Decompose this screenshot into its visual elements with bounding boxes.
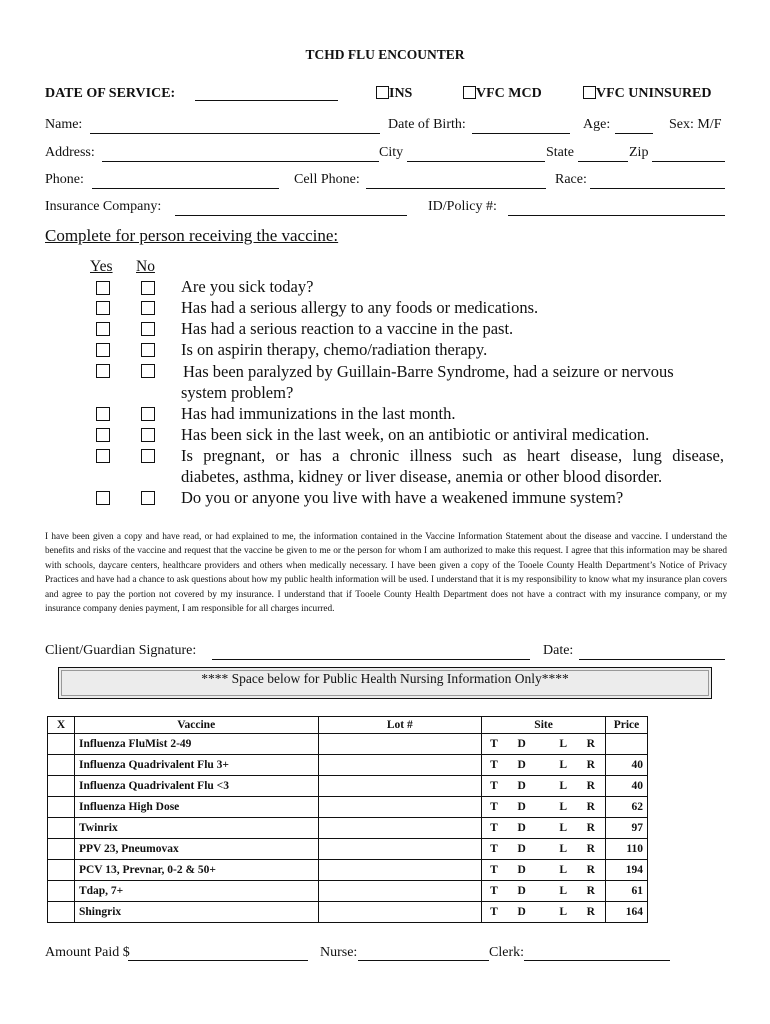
dob-field[interactable]	[472, 133, 570, 134]
city-label: City	[379, 145, 404, 160]
question-text: Has had a serious allergy to any foods or medications.	[181, 298, 539, 317]
q9-no-checkbox[interactable]	[141, 491, 155, 505]
vaccine-name-cell: Twinrix	[74, 818, 318, 839]
site-option[interactable]: T	[490, 780, 498, 792]
x-check-cell[interactable]	[48, 902, 75, 923]
price-cell: 40	[605, 755, 647, 776]
site-cell	[482, 881, 606, 902]
price-cell: 61	[605, 881, 647, 902]
q9-yes-checkbox[interactable]	[96, 491, 110, 505]
table-row	[48, 902, 648, 923]
site-option[interactable]: R	[586, 738, 595, 750]
lot-number-cell[interactable]	[318, 755, 482, 776]
no-header: No	[136, 258, 155, 275]
col-header-site: Site	[482, 717, 606, 734]
name-label: Name:	[45, 117, 83, 132]
col-header-vaccine: Vaccine	[74, 717, 318, 734]
state-label: State	[546, 145, 574, 160]
site-option[interactable]: L	[559, 759, 568, 771]
vaccine-name-cell: Shingrix	[74, 902, 318, 923]
sex-label: Sex: M/F	[669, 117, 722, 132]
site-option[interactable]: R	[586, 822, 595, 834]
col-header-lot: Lot #	[318, 717, 482, 734]
vfc-mcd-label: VFC MCD	[476, 86, 542, 101]
site-cell	[482, 860, 606, 881]
site-option[interactable]: D	[517, 780, 526, 792]
date-of-service-field[interactable]	[195, 100, 338, 101]
site-option[interactable]: L	[559, 780, 568, 792]
site-option[interactable]: T	[490, 738, 498, 750]
price-cell: 40	[605, 776, 647, 797]
policy-label: ID/Policy #:	[428, 199, 497, 214]
amount-paid-field[interactable]	[128, 960, 308, 961]
site-option[interactable]: D	[517, 822, 526, 834]
q8-yes-checkbox[interactable]	[96, 449, 110, 463]
site-options	[486, 738, 601, 750]
banner-text: **** Space below for Public Health Nursing Information Only****	[201, 671, 569, 686]
vaccine-table-body	[48, 734, 648, 923]
site-options	[486, 843, 601, 855]
table-row	[48, 881, 648, 902]
vaccine-name-cell: Influenza Quadrivalent Flu <3	[74, 776, 318, 797]
address-field[interactable]	[102, 161, 379, 162]
x-check-cell[interactable]	[48, 797, 75, 818]
dob-label: Date of Birth:	[388, 117, 466, 132]
consent-statement: I have been given a copy and have read, or had explained to me, the information contained in the Vaccine Information Statement about the disease and vaccine. I understand the benefits and risks of the vaccine and request that the vaccine be given to me or the person for whom I am authorized to make this request. I agree that this information may be shared with schools, daycare centers, healthcare providers and others when medically necessary. I have been given a copy of the Tooele County Health Department’s Notice of Privacy Practices and have had a chance to ask questions about how my public health information will be used. I understand that it is my responsibility to know what my insurance plan covers and agree to pay the portion not covered by my insurance. I understand that if Tooele County Health Department does not have a contract with my insurance company, or my insurance company denies payment, I am responsible for all charges incurred.	[45, 532, 727, 615]
vaccine-name-cell: Influenza FluMist 2-49	[74, 734, 318, 755]
lot-number-cell[interactable]	[318, 902, 482, 923]
option-vfc-uninsured[interactable]	[583, 86, 712, 102]
q1-no-checkbox[interactable]	[141, 281, 155, 295]
vaccine-name-cell: Tdap, 7+	[74, 881, 318, 902]
site-option[interactable]: T	[490, 759, 498, 771]
date-of-service-text: DATE OF SERVICE:	[45, 86, 176, 101]
lot-number-cell[interactable]	[318, 839, 482, 860]
signature-date-label: Date:	[543, 643, 574, 658]
x-check-cell[interactable]	[48, 818, 75, 839]
question-text: Is pregnant, or has a chronic illness such as heart disease, lung disease,	[181, 446, 724, 465]
lot-number-cell[interactable]	[318, 734, 482, 755]
site-option[interactable]: D	[517, 843, 526, 855]
table-row	[48, 860, 648, 881]
site-option[interactable]: D	[517, 801, 526, 813]
vfc-uninsured-checkbox[interactable]	[583, 86, 596, 99]
price-cell: 110	[605, 839, 647, 860]
q6-no-checkbox[interactable]	[141, 407, 155, 421]
client-signature-label: Client/Guardian Signature:	[45, 643, 197, 658]
age-field[interactable]	[615, 133, 653, 134]
date-of-service-label	[45, 86, 175, 102]
site-cell	[482, 734, 606, 755]
q5-yes-checkbox[interactable]	[96, 364, 110, 378]
site-option[interactable]: R	[586, 885, 595, 897]
site-options	[486, 864, 601, 876]
site-options	[486, 906, 601, 918]
col-header-x: X	[48, 717, 75, 734]
site-option[interactable]: D	[517, 864, 526, 876]
client-signature-field[interactable]	[212, 659, 530, 660]
site-option[interactable]: D	[517, 906, 526, 918]
lot-number-cell[interactable]	[318, 776, 482, 797]
site-option[interactable]: L	[559, 906, 568, 918]
site-option[interactable]: D	[517, 885, 526, 897]
age-label: Age:	[583, 117, 611, 132]
table-row	[48, 734, 648, 755]
lot-number-cell[interactable]	[318, 860, 482, 881]
col-header-price: Price	[605, 717, 647, 734]
q7-yes-checkbox[interactable]	[96, 428, 110, 442]
site-cell	[482, 818, 606, 839]
vaccine-name-cell: PPV 23, Pneumovax	[74, 839, 318, 860]
option-vfc-mcd[interactable]	[463, 86, 542, 102]
price-cell: 164	[605, 902, 647, 923]
table-row	[48, 797, 648, 818]
zip-label: Zip	[629, 145, 649, 160]
ins-checkbox[interactable]	[376, 86, 389, 99]
site-option[interactable]: R	[586, 759, 595, 771]
price-cell: 194	[605, 860, 647, 881]
site-option[interactable]: R	[586, 801, 595, 813]
table-row	[48, 839, 648, 860]
site-option[interactable]: L	[559, 738, 568, 750]
policy-field[interactable]	[508, 215, 725, 216]
zip-field[interactable]	[652, 161, 725, 162]
vaccine-recipient-heading: Complete for person receiving the vaccine:	[45, 226, 339, 245]
price-cell: 62	[605, 797, 647, 818]
lot-number-cell[interactable]	[318, 797, 482, 818]
q2-yes-checkbox[interactable]	[96, 301, 110, 315]
site-option[interactable]: T	[490, 885, 498, 897]
table-row	[48, 818, 648, 839]
clerk-label: Clerk:	[489, 945, 524, 960]
question-text: diabetes, asthma, kidney or liver disease, anemia or other blood disorder.	[181, 467, 663, 486]
question-text: Is on aspirin therapy, chemo/radiation therapy.	[181, 340, 488, 359]
site-cell	[482, 755, 606, 776]
site-option[interactable]: T	[490, 864, 498, 876]
price-cell: 97	[605, 818, 647, 839]
site-cell	[482, 902, 606, 923]
site-options	[486, 801, 601, 813]
vaccine-name-cell: PCV 13, Prevnar, 0-2 & 50+	[74, 860, 318, 881]
name-field[interactable]	[90, 133, 380, 134]
insurance-label: Insurance Company:	[45, 199, 162, 214]
vfc-uninsured-label: VFC UNINSURED	[596, 86, 712, 101]
site-cell	[482, 839, 606, 860]
clerk-field[interactable]	[524, 960, 670, 961]
site-option[interactable]: T	[490, 822, 498, 834]
site-cell	[482, 776, 606, 797]
x-check-cell[interactable]	[48, 776, 75, 797]
vaccine-name-cell: Influenza Quadrivalent Flu 3+	[74, 755, 318, 776]
q8-no-checkbox[interactable]	[141, 449, 155, 463]
q4-no-checkbox[interactable]	[141, 343, 155, 357]
yes-header: Yes	[90, 258, 113, 275]
site-option[interactable]: L	[559, 843, 568, 855]
nursing-info-banner	[58, 667, 712, 699]
q7-no-checkbox[interactable]	[141, 428, 155, 442]
address-label: Address:	[45, 145, 95, 160]
nurse-field[interactable]	[358, 960, 489, 961]
table-row	[48, 755, 648, 776]
site-option[interactable]: D	[517, 738, 526, 750]
site-option[interactable]: R	[586, 780, 595, 792]
race-field[interactable]	[590, 188, 725, 189]
q2-no-checkbox[interactable]	[141, 301, 155, 315]
lot-number-cell[interactable]	[318, 881, 482, 902]
question-text: Has been sick in the last week, on an antibiotic or antiviral medication.	[181, 425, 650, 444]
state-field[interactable]	[578, 161, 628, 162]
phone-field[interactable]	[92, 188, 279, 189]
site-option[interactable]: R	[586, 864, 595, 876]
question-text: Has been paralyzed by Guillain-Barre Syndrome, had a seizure or nervous	[183, 362, 674, 381]
site-option[interactable]: T	[490, 906, 498, 918]
site-option[interactable]: L	[559, 822, 568, 834]
price-cell	[605, 734, 647, 755]
phone-label: Phone:	[45, 172, 84, 187]
table-header-row	[48, 717, 648, 734]
site-option[interactable]: L	[559, 801, 568, 813]
x-check-cell[interactable]	[48, 881, 75, 902]
site-option[interactable]: L	[559, 885, 568, 897]
q4-yes-checkbox[interactable]	[96, 343, 110, 357]
x-check-cell[interactable]	[48, 755, 75, 776]
q1-yes-checkbox[interactable]	[96, 281, 110, 295]
city-field[interactable]	[407, 161, 545, 162]
site-options	[486, 780, 601, 792]
question-text: Are you sick today?	[181, 277, 314, 296]
question-text: Has had immunizations in the last month.	[181, 404, 456, 423]
signature-date-field[interactable]	[579, 659, 725, 660]
site-option[interactable]: L	[559, 864, 568, 876]
site-cell	[482, 797, 606, 818]
site-option[interactable]: R	[586, 843, 595, 855]
site-option[interactable]: D	[517, 759, 526, 771]
question-text: system problem?	[181, 383, 294, 402]
site-options	[486, 822, 601, 834]
x-check-cell[interactable]	[48, 839, 75, 860]
site-option[interactable]: R	[586, 906, 595, 918]
table-row	[48, 776, 648, 797]
ins-label: INS	[389, 86, 413, 101]
q3-yes-checkbox[interactable]	[96, 322, 110, 336]
q5-no-checkbox[interactable]	[141, 364, 155, 378]
amount-paid-label: Amount Paid $	[45, 945, 130, 960]
question-text: Do you or anyone you live with have a weakened immune system?	[181, 488, 624, 507]
site-options	[486, 759, 601, 771]
vaccine-table	[47, 716, 648, 923]
x-check-cell[interactable]	[48, 734, 75, 755]
question-text: Has had a serious reaction to a vaccine in the past.	[181, 319, 514, 338]
q3-no-checkbox[interactable]	[141, 322, 155, 336]
nurse-label: Nurse:	[320, 945, 358, 960]
q6-yes-checkbox[interactable]	[96, 407, 110, 421]
cell-phone-label: Cell Phone:	[294, 172, 360, 187]
lot-number-cell[interactable]	[318, 818, 482, 839]
site-options	[486, 885, 601, 897]
insurance-field[interactable]	[175, 215, 407, 216]
site-option[interactable]: T	[490, 801, 498, 813]
form-title: TCHD FLU ENCOUNTER	[305, 47, 465, 62]
site-option[interactable]: T	[490, 843, 498, 855]
race-label: Race:	[555, 172, 587, 187]
cell-phone-field[interactable]	[366, 188, 546, 189]
vaccine-name-cell: Influenza High Dose	[74, 797, 318, 818]
option-ins[interactable]	[376, 86, 412, 102]
x-check-cell[interactable]	[48, 860, 75, 881]
vfc-mcd-checkbox[interactable]	[463, 86, 476, 99]
